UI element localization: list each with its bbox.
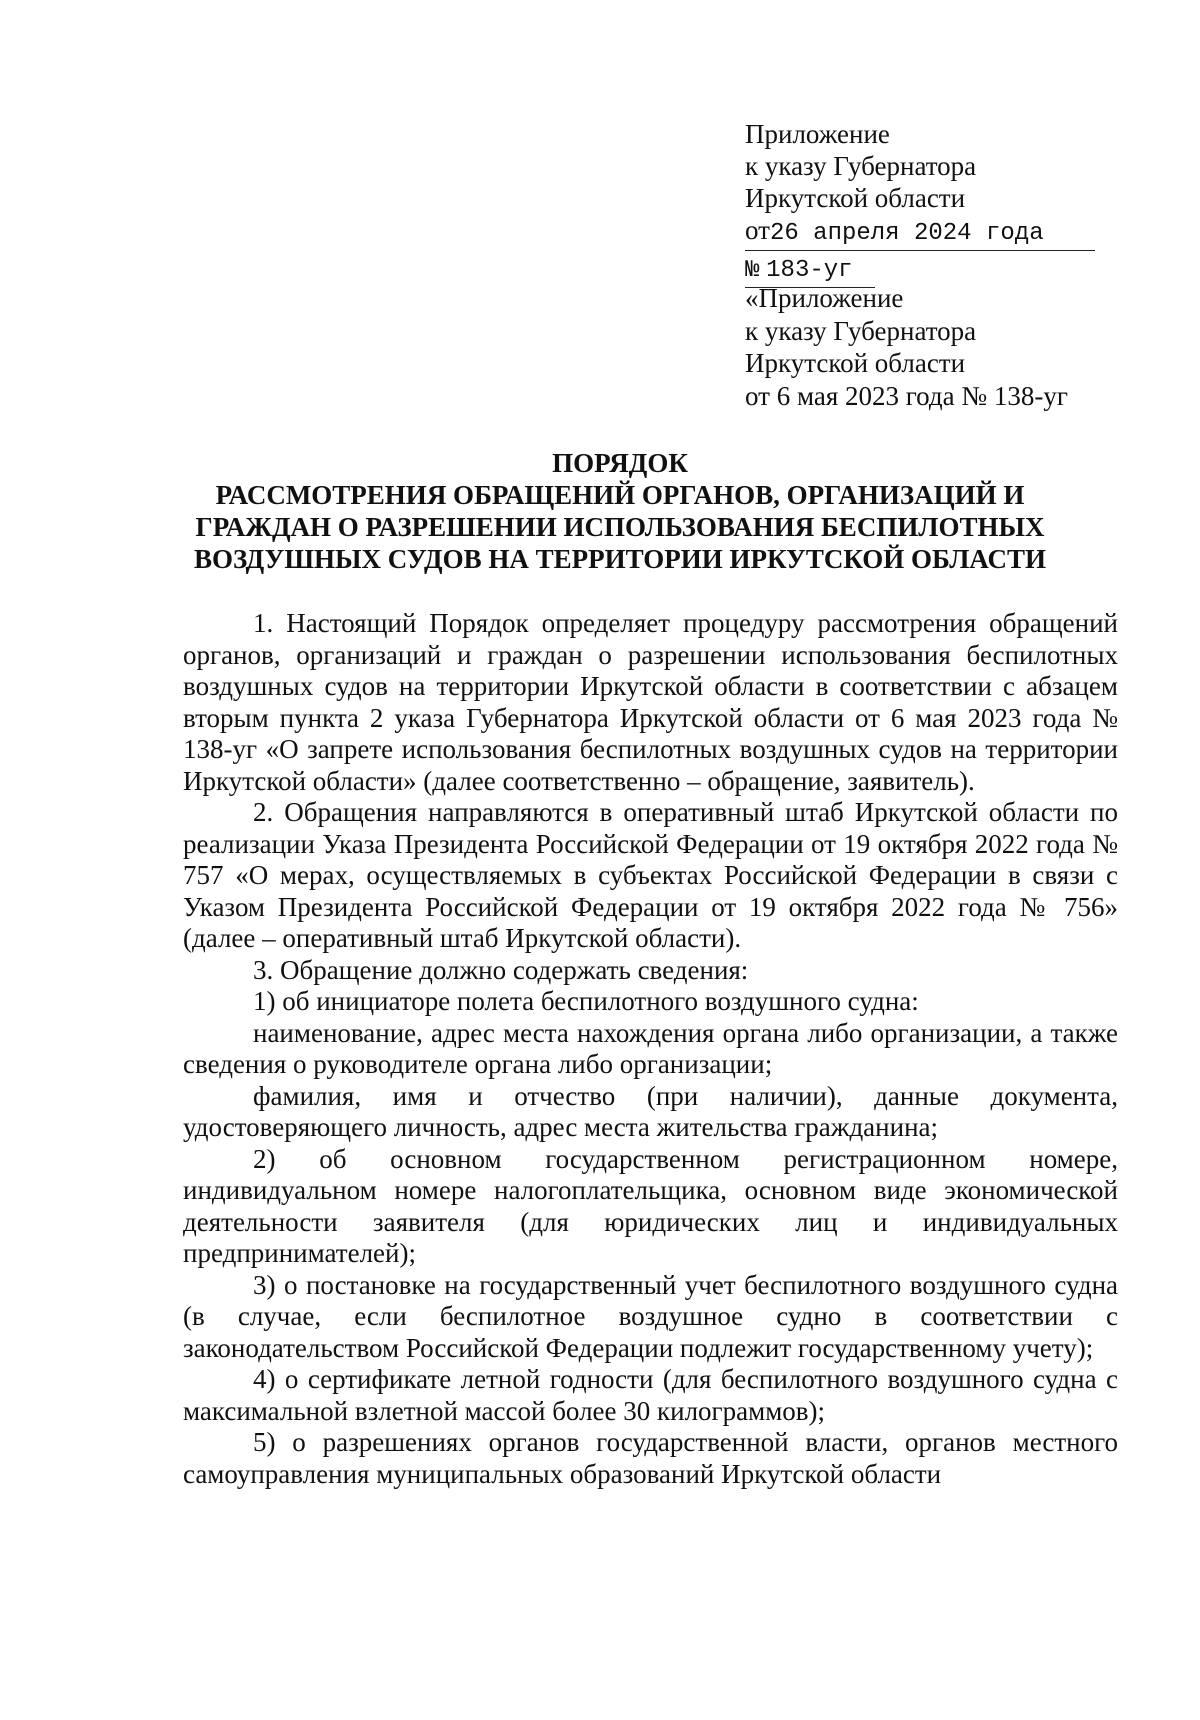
paragraph-4: 1) об инициаторе полета беспилотного воздушного судна:: [253, 986, 919, 1016]
paragraph-10: 5) о разрешениях органов государственной власти, органов местного самоуправления муниципальных образований Иркутской области: [183, 1427, 1118, 1489]
header-date-line: [745, 214, 1145, 251]
paragraph-3: 3. Обращение должно содержать сведения:: [253, 954, 749, 985]
paragraph-8: 3) о постановке на государственный учет беспилотного воздушного судна (в случае, если беспилотное воздушное судно в соответствии с законодательством Российской Федерации подлежит государственному учету);: [183, 1269, 1118, 1363]
appendix-header: [745, 118, 1145, 288]
date-field: [745, 214, 1095, 251]
title-line-3: ГРАЖДАН О РАЗРЕШЕНИИ ИСПОЛЬЗОВАНИЯ БЕСПИЛОТНЫХ: [195, 512, 1045, 542]
title-line-2: РАССМОТРЕНИЯ ОБРАЩЕНИЙ ОРГАНОВ, ОРГАНИЗАЦИЙ И: [215, 480, 1025, 510]
header2-line-1: «Приложение: [745, 283, 904, 313]
header-line-1: Приложение: [745, 119, 890, 149]
header-line-3: Иркутской области: [745, 183, 966, 213]
title-line-1: ПОРЯДОК: [552, 448, 688, 478]
header-line-2: к указу Губернатора: [745, 151, 977, 181]
paragraph-9: 4) о сертификате летной годности (для беспилотного воздушного судна с максимальной взлетной массой более 30 килограммов);: [183, 1364, 1118, 1426]
paragraph-7: 2) об основном государственном регистрационном номере, индивидуальном номере налогоплательщика, основном виде экономической деятельности заявителя (для юридических лиц и индивидуальных предпринимателей);: [183, 1143, 1118, 1268]
paragraph-2: 2. Обращения направляются в оперативный штаб Иркутской области по реализации Указа Президента Российской Федерации от 19 октября 2022 года № 757 «О мерах, осуществляемых в субъектах Российской Федерации в связи с Указом Президента Российской Федерации от 19 октября 2022 года № 756» (далее – оперативный штаб Иркутской области).: [183, 797, 1118, 953]
number-value: 183-уг: [766, 257, 853, 284]
date-prefix: от: [745, 215, 770, 245]
document-title: [150, 447, 1090, 575]
document-body: [183, 608, 1118, 1490]
original-appendix-header: [745, 282, 1165, 412]
header2-line-4: от 6 мая 2023 года № 138-уг: [745, 380, 1068, 411]
header2-line-3: Иркутской области: [745, 348, 966, 378]
paragraph-1: 1. Настоящий Порядок определяет процедуру рассмотрения обращений органов, организаций и граждан о разрешении использования беспилотных воздушных судов на территории Иркутской области в соответствии с абзацем вторым пункта 2 указа Губернатора Иркутской области от 6 мая 2023 года № 138-уг «О запрете использования беспилотных воздушных судов на территории Иркутской области» (далее соответственно – обращение, заявитель).: [183, 608, 1118, 796]
date-value: 26 апреля 2024 года: [769, 220, 1044, 247]
paragraph-6: фамилия, имя и отчество (при наличии), данные документа, удостоверяющего личность, адрес места жительства гражданина;: [183, 1080, 1118, 1142]
number-prefix: №: [745, 257, 760, 284]
header2-line-2: к указу Губернатора: [745, 315, 977, 346]
title-line-4: ВОЗДУШНЫХ СУДОВ НА ТЕРРИТОРИИ ИРКУТСКОЙ ОБЛАСТИ: [194, 544, 1046, 574]
paragraph-5: наименование, адрес места нахождения органа либо организации, а также сведения о руководителе органа либо организации;: [183, 1017, 1118, 1079]
